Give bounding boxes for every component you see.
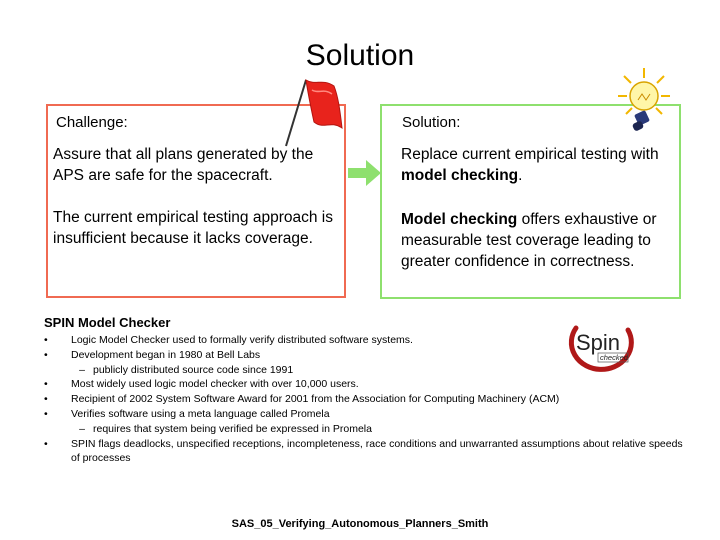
list-item <box>44 392 694 407</box>
solution-p1-prefix: Replace current empirical testing with <box>401 146 659 163</box>
bullet: • <box>44 334 48 346</box>
sub-list-item <box>71 422 694 437</box>
sub-list-item-text: publicly distributed source code since 1991 <box>93 363 294 376</box>
spin-logo-word: Spin <box>576 330 621 355</box>
solution-heading: Solution: <box>402 114 461 131</box>
spin-heading: SPIN Model Checker <box>44 315 171 330</box>
solution-p2-term: Model checking <box>401 211 518 228</box>
solution-p1-suffix: . <box>518 167 523 184</box>
bullet: • <box>44 378 48 391</box>
right-arrow-icon <box>348 158 382 188</box>
list-item <box>44 407 694 437</box>
solution-p2-rest: offers exhaustive or measurable test coverage leading to greater confidence in correctness. <box>401 211 657 270</box>
list-item-text: Development began in 1980 at Bell Labs <box>71 348 261 361</box>
bullet: • <box>44 348 48 361</box>
spin-logo-badge: checked <box>600 353 628 362</box>
challenge-paragraph-2: The current empirical testing approach is insufficient because it lacks coverage. <box>53 209 333 247</box>
list-item-text: Recipient of 2002 System Software Award for 2001 from the Association for Computing Machinery (ACM) <box>71 393 560 406</box>
list-item-text: SPIN flags deadlocks, unspecified receptions, incompleteness, race conditions and unwarranted assumptions about relative speeds of processes <box>71 437 683 465</box>
dash: – <box>79 422 85 435</box>
list-item-text: Logic Model Checker used to formally verify distributed software systems. <box>71 334 413 346</box>
bullet: • <box>44 437 48 450</box>
list-item-text: Verifies software using a meta language called Promela <box>71 407 330 420</box>
solution-paragraph-2 <box>401 209 681 272</box>
sub-list-item-text: requires that system being verified be expressed in Promela <box>93 422 372 435</box>
challenge-heading: Challenge: <box>56 114 128 131</box>
bullet: • <box>44 393 48 406</box>
red-flag-icon <box>284 76 346 148</box>
dash: – <box>79 363 85 376</box>
solution-p1-term: model checking <box>401 167 519 184</box>
list-item <box>44 437 694 467</box>
list-item-text: Most widely used logic model checker with over 10,000 users. <box>71 378 359 391</box>
light-bulb-icon <box>618 66 670 138</box>
spin-logo-icon <box>566 320 638 382</box>
bullet: • <box>44 407 48 420</box>
page-title: Solution <box>305 39 415 72</box>
footer: SAS_05_Verifying_Autonomous_Planners_Smith <box>231 518 489 530</box>
challenge-paragraph-1: Assure that all plans generated by the APS are safe for the spacecraft. <box>53 146 314 184</box>
solution-paragraph-1 <box>401 144 679 186</box>
